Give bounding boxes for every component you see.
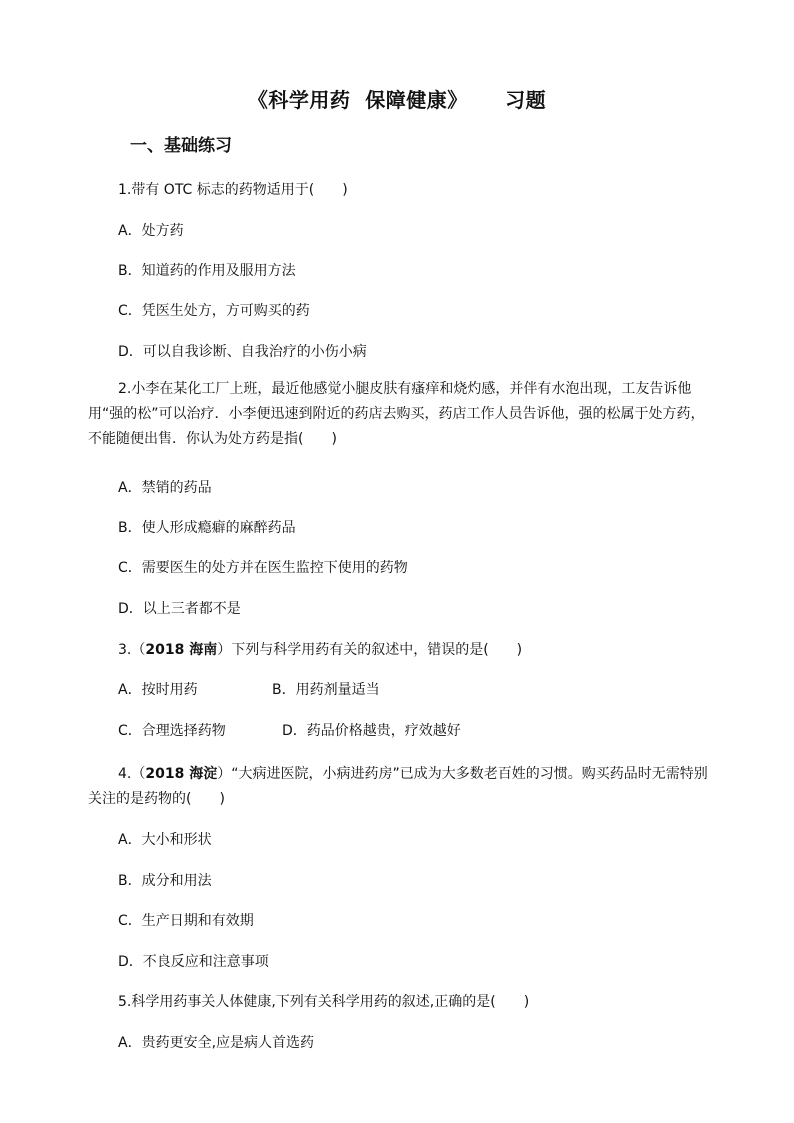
- question-3-stem: [118, 641, 522, 659]
- question-4-option-a: A．大小和形状: [118, 832, 212, 848]
- question-1-option-a: A．处方药: [118, 223, 184, 239]
- question-2-option-d: D．以上三者都不是: [118, 601, 241, 617]
- question-4-stem: [88, 762, 710, 812]
- question-5-stem: 5.科学用药事关人体健康,下列有关科学用药的叙述,正确的是( ): [118, 994, 530, 1010]
- question-5-option-a: A．贵药更安全,应是病人首选药: [118, 1035, 315, 1051]
- question-3-stem-prefix: 3.（: [118, 642, 146, 658]
- question-4-option-c: C．生产日期和有效期: [118, 913, 254, 929]
- question-3-option-a: A．按时用药: [118, 682, 198, 698]
- question-2-option-a: A．禁销的药品: [118, 480, 212, 496]
- question-1-option-b: B．知道药的作用及服用方法: [118, 263, 296, 279]
- question-1-option-c: C．凭医生处方，方可购买的药: [118, 303, 310, 319]
- question-3-stem-suffix: ）下列与科学用药有关的叙述中，错误的是( ): [217, 642, 523, 658]
- question-2-option-b: B．使人形成瘾癖的麻醉药品: [118, 520, 296, 536]
- question-4-option-b: B．成分和用法: [118, 873, 212, 889]
- question-4-stem-prefix: 4.（: [118, 766, 146, 782]
- section-heading: 一、基础练习: [130, 136, 232, 156]
- question-4-source-tag: 2018 海淀: [145, 766, 218, 782]
- question-3-option-d: D．药品价格越贵，疗效越好: [282, 723, 461, 739]
- page-title: 《科学用药 保障健康》 习题: [247, 88, 547, 112]
- question-1-option-d: D．可以自我诊断、自我治疗的小伤小病: [118, 344, 367, 360]
- question-3-option-b: B．用药剂量适当: [272, 682, 380, 698]
- question-4-option-d: D．不良反应和注意事项: [118, 954, 269, 970]
- question-2-stem: 2.小李在某化工厂上班，最近他感觉小腿皮肤有瘙痒和烧灼感，并伴有水泡出现，工友告诉他用“强的松”可以治疗．小李便迅速到附近的药店去购买，药店工作人员告诉他，强的松属于处方药，不能随便出售．你认为处方药是指( ): [88, 381, 705, 447]
- question-3-option-c: C．合理选择药物: [118, 723, 226, 739]
- question-1-stem: 1.带有 OTC 标志的药物适用于( ): [118, 182, 348, 198]
- question-2-option-c: C．需要医生的处方并在医生监控下使用的药物: [118, 560, 408, 576]
- question-3-source-tag: 2018 海南: [145, 642, 218, 658]
- question-4-stem-suffix: ）“大病进医院，小病进药房”已成为大多数老百姓的习惯。购买药品时无需特别关注的是药物的( ): [88, 766, 708, 807]
